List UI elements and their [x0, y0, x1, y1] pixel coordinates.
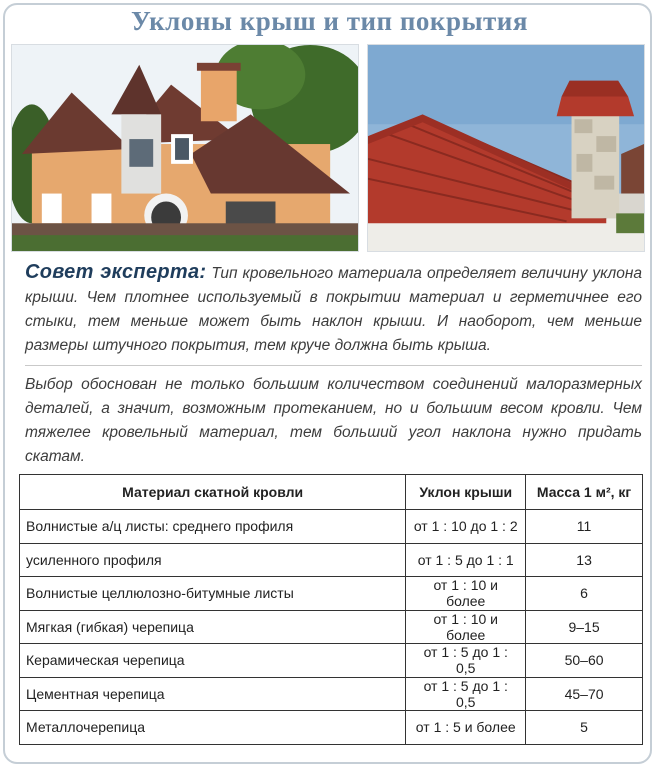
cell-slope: от 1 : 10 до 1 : 2	[406, 510, 526, 544]
red-metal-tile-roof-photo	[368, 45, 644, 251]
cell-material: Металлочерепица	[20, 711, 406, 745]
cell-material: Волнистые а/ц листы: среднего профиля	[20, 510, 406, 544]
cell-material: Волнистые целлюлозно-битумные листы	[20, 577, 406, 611]
table-row	[20, 610, 643, 644]
roof-photo	[367, 44, 645, 252]
cell-mass: 6	[526, 577, 643, 611]
cell-mass: 9–15	[526, 610, 643, 644]
cell-material: Мягкая (гибкая) черепица	[20, 610, 406, 644]
table-header-row	[20, 475, 643, 510]
cell-slope: от 1 : 5 до 1 : 0,5	[406, 644, 526, 678]
cell-slope: от 1 : 10 и более	[406, 610, 526, 644]
house-photo	[11, 44, 359, 252]
tip-heading: Совет эксперта:	[25, 261, 207, 283]
header-material: Материал скатной кровли	[20, 475, 406, 510]
cell-slope: от 1 : 5 и более	[406, 711, 526, 745]
cell-mass: 45–70	[526, 677, 643, 711]
table-row	[20, 677, 643, 711]
page-title: Уклоны крыш и тип покрытия	[131, 6, 528, 36]
cell-mass: 5	[526, 711, 643, 745]
table-row	[20, 577, 643, 611]
cell-material: Цементная черепица	[20, 677, 406, 711]
tip-text: Тип кровельного материала определяет величину уклона крыши. Чем плотнее используемый в покрытии материал и герметичнее его стыки, тем меньше может быть наклон крыши. И наоборот, чем меньше размеры штучного покрытия, тем круче должна быть крыша.	[25, 265, 643, 354]
header-mass: Масса 1 м², кг	[526, 475, 643, 510]
cell-mass: 11	[526, 510, 643, 544]
cell-slope: от 1 : 5 до 1 : 1	[406, 543, 526, 577]
cell-mass: 13	[526, 543, 643, 577]
table-row	[20, 644, 643, 678]
cell-material: усиленного профиля	[20, 543, 406, 577]
expert-tip	[25, 260, 642, 358]
house-with-shingle-roof-photo	[12, 45, 358, 251]
cell-slope: от 1 : 5 до 1 : 0,5	[406, 677, 526, 711]
cell-material: Керамическая черепица	[20, 644, 406, 678]
header-slope: Уклон крыши	[406, 475, 526, 510]
table-row	[20, 711, 643, 745]
explanation-paragraph: Выбор обоснован не только большим количеством соединений малоразмерных деталей, а значит, возможным протеканием, но и большим весом кровли. Чем тяжелее кровельный материал, тем больший угол наклона нужно придать скатам.	[25, 376, 642, 465]
divider	[25, 365, 642, 366]
table-row	[20, 543, 643, 577]
cell-slope: от 1 : 10 и более	[406, 577, 526, 611]
table-row	[20, 510, 643, 544]
cell-mass: 50–60	[526, 644, 643, 678]
roof-slope-table	[19, 474, 643, 745]
